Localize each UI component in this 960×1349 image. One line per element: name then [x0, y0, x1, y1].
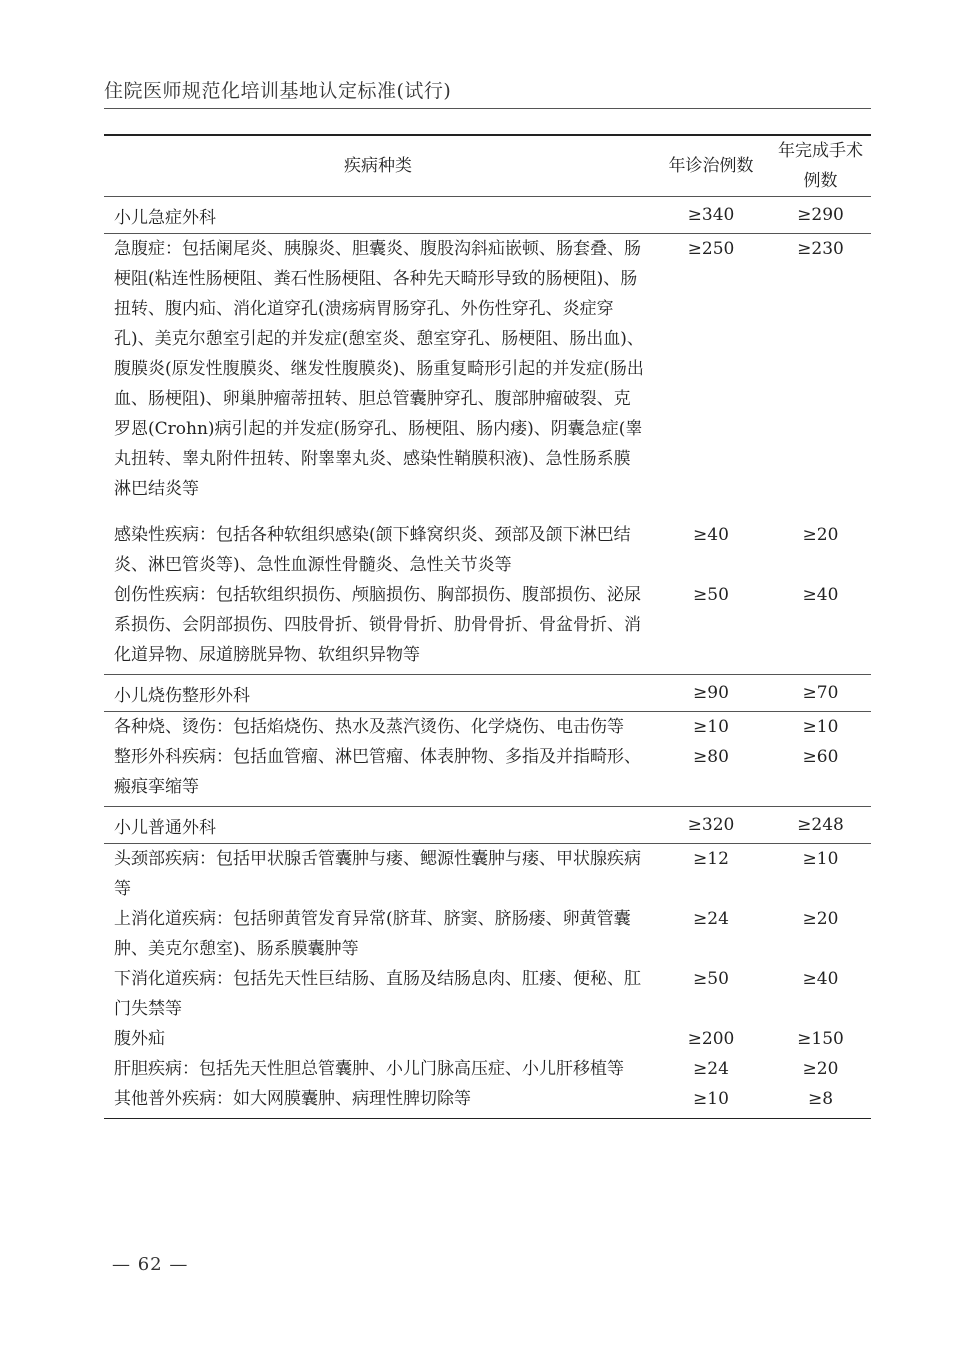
disease-surgeries: ≥20 [802, 1059, 839, 1079]
disease-diagnosed: ≥10 [652, 1084, 770, 1119]
disease-name: 各种烧、烫伤：包括焰烧伤、热水及蒸汽烫伤、化学烧伤、电击伤等 [114, 717, 624, 737]
disease-diagnosed: ≥24 [693, 909, 729, 929]
disease-surgeries: ≥60 [802, 747, 839, 767]
disease-row [104, 1084, 871, 1119]
disease-surgeries: ≥20 [802, 525, 839, 545]
disease-row [104, 1054, 871, 1084]
disease-row [104, 712, 871, 743]
disease-surgeries: ≥10 [802, 849, 839, 869]
disease-row [104, 520, 871, 580]
disease-name: 创伤性疾病：包括软组织损伤、颅脑损伤、胸部损伤、腹部损伤、泌尿系损伤、会阴部损伤、四肢骨折、锁骨骨折、肋骨骨折、骨盆骨折、消化道异物、尿道膀胱异物、软组织异物等 [114, 585, 641, 665]
category-name: 小儿急症外科 [104, 197, 652, 234]
category-name: 小儿普通外科 [104, 807, 652, 844]
disease-surgeries: ≥150 [797, 1029, 844, 1049]
disease-row [104, 964, 871, 1024]
disease-diagnosed: ≥80 [693, 747, 729, 767]
disease-name: 腹外疝 [114, 1029, 165, 1049]
disease-name: 感染性疾病：包括各种软组织感染(颌下蜂窝织炎、颈部及颌下淋巴结炎、淋巴管炎等)、急性血源性骨髓炎、急性关节炎等 [114, 525, 631, 575]
disease-name: 其他普外疾病：如大网膜囊肿、病理性脾切除等 [104, 1084, 652, 1119]
category-row [104, 807, 871, 844]
disease-row [104, 580, 871, 675]
disease-surgeries: ≥40 [802, 969, 839, 989]
col-header-surgeries: 年完成手术 例数 [778, 141, 863, 191]
category-surgeries: ≥290 [770, 197, 871, 234]
disease-surgeries: ≥10 [802, 717, 839, 737]
disease-surgeries: ≥230 [797, 239, 844, 259]
category-row [104, 197, 871, 234]
disease-row [104, 904, 871, 964]
disease-name: 上消化道疾病：包括卵黄管发育异常(脐茸、脐窦、脐肠瘘、卵黄管囊肿、美克尔憩室)、肠系膜囊肿等 [114, 909, 631, 959]
category-surgeries: ≥248 [770, 807, 871, 844]
header-rule [104, 108, 871, 109]
disease-name: 急腹症：包括阑尾炎、胰腺炎、胆囊炎、腹股沟斜疝嵌顿、肠套叠、肠梗阻(粘连性肠梗阻、粪石性肠梗阻、各种先天畸形导致的肠梗阻)、肠扭转、腹内疝、消化道穿孔(溃疡病胃肠穿孔、外伤性穿孔、炎症穿孔)、美克尔憩室引起的并发症(憩室炎、憩室穿孔、肠梗阻、肠出血)、腹膜炎(原发性腹膜炎、继发性腹膜炎)、肠重复畸形引起的并发症(肠出血、肠梗阻)、卵巢肿瘤蒂扭转、胆总管囊肿穿孔、腹部肿瘤破裂、克罗恩(Crohn)病引起的并发症(肠穿孔、肠梗阻、肠内瘘)、阴囊急症(睾丸扭转、睾丸附件扭转、附睾睾丸炎、感染性鞘膜积液)、急性肠系膜淋巴结炎等 [114, 239, 644, 499]
category-name: 小儿烧伤整形外科 [104, 675, 652, 712]
case-volume-table [104, 134, 871, 1119]
disease-row [104, 234, 871, 521]
table-header-row [104, 135, 871, 197]
disease-diagnosed: ≥12 [693, 849, 729, 869]
disease-surgeries: ≥8 [770, 1084, 871, 1119]
disease-row [104, 844, 871, 905]
disease-surgeries: ≥40 [802, 585, 839, 605]
category-surgeries: ≥70 [770, 675, 871, 712]
col-header-diagnosed: 年诊治例数 [668, 156, 754, 176]
category-diagnosed: ≥320 [652, 807, 770, 844]
page-number: — 62 — [112, 1254, 189, 1275]
disease-name: 整形外科疾病：包括血管瘤、淋巴管瘤、体表肿物、多指及并指畸形、瘢痕挛缩等 [114, 747, 641, 797]
disease-diagnosed: ≥10 [693, 717, 729, 737]
col-header-disease: 疾病种类 [344, 156, 412, 176]
category-diagnosed: ≥90 [652, 675, 770, 712]
disease-name: 肝胆疾病：包括先天性胆总管囊肿、小儿门脉高压症、小儿肝移植等 [114, 1059, 624, 1079]
disease-row [104, 742, 871, 807]
disease-diagnosed: ≥50 [693, 585, 729, 605]
disease-diagnosed: ≥50 [693, 969, 729, 989]
disease-diagnosed: ≥40 [693, 525, 729, 545]
category-diagnosed: ≥340 [652, 197, 770, 234]
disease-name: 头颈部疾病：包括甲状腺舌管囊肿与瘘、鳃源性囊肿与瘘、甲状腺疾病等 [114, 849, 641, 899]
running-header: 住院医师规范化培训基地认定标准(试行) [104, 80, 452, 102]
category-row [104, 675, 871, 712]
disease-diagnosed: ≥250 [687, 239, 735, 259]
disease-surgeries: ≥20 [802, 909, 839, 929]
disease-name: 下消化道疾病：包括先天性巨结肠、直肠及结肠息肉、肛瘘、便秘、肛门失禁等 [114, 969, 641, 1019]
disease-diagnosed: ≥200 [687, 1029, 735, 1049]
disease-row [104, 1024, 871, 1054]
disease-diagnosed: ≥24 [693, 1059, 729, 1079]
